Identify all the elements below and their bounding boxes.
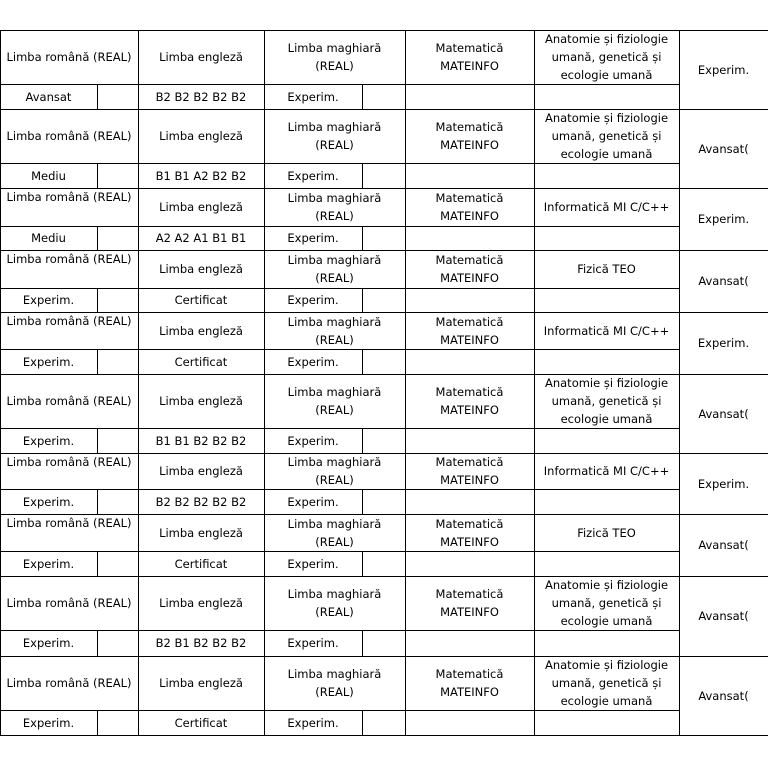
subject-maghiara: Limba maghiară (REAL) xyxy=(287,41,382,73)
level-maghiara: Experim. xyxy=(287,231,339,245)
table-rule xyxy=(362,551,363,576)
subject-romana: Limba română (REAL) xyxy=(6,596,132,610)
subject-matematica: Matematică MATEINFO xyxy=(435,191,504,223)
subject-matematica: Matematică MATEINFO xyxy=(435,516,504,549)
subject-optional: Fizică TEO xyxy=(577,525,636,540)
level-engleza: B2 B1 B2 B2 B2 xyxy=(155,636,247,650)
subject-engleza: Limba engleză xyxy=(159,50,243,64)
result-level: Experim. xyxy=(697,336,750,350)
subject-maghiara: Limba maghiară (REAL) xyxy=(287,587,382,619)
subject-engleza: Limba engleză xyxy=(159,676,243,690)
level-romana: Experim. xyxy=(22,715,75,730)
result-level: Avansat( xyxy=(698,609,749,623)
level-romana: Experim. xyxy=(22,556,75,571)
level-romana: Avansat xyxy=(25,89,72,104)
subject-optional: Fizică TEO xyxy=(577,262,636,276)
subject-romana: Limba română (REAL) xyxy=(6,129,132,143)
result-level: Avansat( xyxy=(698,274,749,288)
level-romana: Mediu xyxy=(31,168,66,183)
subject-engleza: Limba engleză xyxy=(159,129,243,143)
subject-romana: Limba română (REAL) xyxy=(6,252,132,266)
subject-romana: Limba română (REAL) xyxy=(6,516,132,530)
level-romana: Experim. xyxy=(22,293,75,307)
subject-engleza: Limba engleză xyxy=(159,323,243,338)
result-level: Experim. xyxy=(697,62,750,77)
subject-engleza: Limba engleză xyxy=(159,262,243,276)
subject-engleza: Limba engleză xyxy=(159,200,243,214)
subject-optional: Informatică MI C/C++ xyxy=(543,200,670,214)
subject-maghiara: Limba maghiară (REAL) xyxy=(287,667,382,699)
subject-maghiara: Limba maghiară (REAL) xyxy=(287,455,382,487)
level-maghiara: Experim. xyxy=(287,354,339,369)
level-romana: Mediu xyxy=(31,231,66,245)
level-maghiara: Experim. xyxy=(287,293,339,307)
table-rule xyxy=(97,630,98,656)
level-engleza: B1 B1 B2 B2 B2 xyxy=(155,433,247,448)
level-engleza: B2 B2 B2 B2 B2 xyxy=(155,494,247,509)
subject-optional: Anatomie și fiziologie umană, genetică și ecologie umană xyxy=(544,111,669,161)
table-rule xyxy=(362,226,363,250)
subject-engleza: Limba engleză xyxy=(159,464,243,478)
result-level: Avansat( xyxy=(698,538,749,552)
result-level: Experim. xyxy=(697,212,750,226)
level-maghiara: Experim. xyxy=(287,89,339,104)
subject-romana: Limba română (REAL) xyxy=(6,314,132,328)
level-maghiara: Experim. xyxy=(287,715,339,730)
level-maghiara: Experim. xyxy=(287,494,339,509)
table-rule xyxy=(0,735,768,736)
level-engleza: A2 A2 A1 B1 B1 xyxy=(155,231,247,245)
subject-romana: Limba română (REAL) xyxy=(6,676,132,690)
subject-maghiara: Limba maghiară (REAL) xyxy=(287,516,382,549)
subject-matematica: Matematică MATEINFO xyxy=(435,667,504,699)
subject-matematica: Matematică MATEINFO xyxy=(435,314,504,347)
level-engleza: Certificat xyxy=(174,293,228,307)
subject-engleza: Limba engleză xyxy=(159,596,243,610)
subject-engleza: Limba engleză xyxy=(159,394,243,408)
level-maghiara: Experim. xyxy=(287,433,339,448)
subject-matematica: Matematică MATEINFO xyxy=(435,41,504,73)
table-rule xyxy=(97,551,98,576)
result-level: Experim. xyxy=(697,476,750,491)
subject-romana: Limba română (REAL) xyxy=(6,50,132,64)
result-level: Avansat( xyxy=(698,406,749,421)
table-rule xyxy=(97,349,98,374)
level-engleza: Certificat xyxy=(174,354,228,369)
subject-romana: Limba română (REAL) xyxy=(6,394,132,408)
table-rule xyxy=(97,288,98,312)
level-maghiara: Experim. xyxy=(287,556,339,571)
subject-engleza: Limba engleză xyxy=(159,525,243,540)
result-level: Avansat( xyxy=(698,688,749,703)
subject-optional: Anatomie și fiziologie umană, genetică și ecologie umană xyxy=(544,578,669,628)
subject-matematica: Matematică MATEINFO xyxy=(435,385,504,417)
table-rule xyxy=(97,226,98,250)
table-rule xyxy=(362,489,363,514)
subject-optional: Informatică MI C/C++ xyxy=(543,323,670,338)
subject-matematica: Matematică MATEINFO xyxy=(435,587,504,619)
subject-matematica: Matematică MATEINFO xyxy=(435,120,504,152)
table-rule xyxy=(362,710,363,735)
level-romana: Experim. xyxy=(22,433,75,448)
table-rule xyxy=(362,163,363,188)
level-engleza: B2 B2 B2 B2 B2 xyxy=(155,89,247,104)
level-engleza: Certificat xyxy=(174,715,228,730)
subject-maghiara: Limba maghiară (REAL) xyxy=(287,314,382,347)
subject-maghiara: Limba maghiară (REAL) xyxy=(287,191,382,223)
level-maghiara: Experim. xyxy=(287,636,339,650)
table-rule xyxy=(97,84,98,109)
table-rule xyxy=(97,428,98,453)
result-level: Avansat( xyxy=(698,141,749,156)
table-rule xyxy=(362,84,363,109)
level-romana: Experim. xyxy=(22,636,75,650)
subject-maghiara: Limba maghiară (REAL) xyxy=(287,120,382,152)
table-rule xyxy=(97,710,98,735)
subject-optional: Anatomie și fiziologie umană, genetică și ecologie umană xyxy=(544,32,669,82)
table-rule xyxy=(362,349,363,374)
subject-optional: Informatică MI C/C++ xyxy=(543,464,670,478)
subject-romana: Limba română (REAL) xyxy=(6,190,132,204)
level-romana: Experim. xyxy=(22,354,75,369)
subject-optional: Anatomie și fiziologie umană, genetică și ecologie umană xyxy=(544,658,669,708)
subject-optional: Anatomie și fiziologie umană, genetică și ecologie umană xyxy=(544,376,669,426)
level-engleza: Certificat xyxy=(174,556,228,571)
subject-romana: Limba română (REAL) xyxy=(6,455,132,469)
table-rule xyxy=(97,489,98,514)
table-rule xyxy=(97,163,98,188)
table-rule xyxy=(362,288,363,312)
table-rule xyxy=(362,428,363,453)
level-engleza: B1 B1 A2 B2 B2 xyxy=(155,168,247,183)
subject-maghiara: Limba maghiară (REAL) xyxy=(287,253,382,285)
level-maghiara: Experim. xyxy=(287,168,339,183)
subject-matematica: Matematică MATEINFO xyxy=(435,253,504,285)
table-rule xyxy=(362,630,363,656)
subject-matematica: Matematică MATEINFO xyxy=(435,455,504,487)
subject-maghiara: Limba maghiară (REAL) xyxy=(287,385,382,417)
level-romana: Experim. xyxy=(22,494,75,509)
